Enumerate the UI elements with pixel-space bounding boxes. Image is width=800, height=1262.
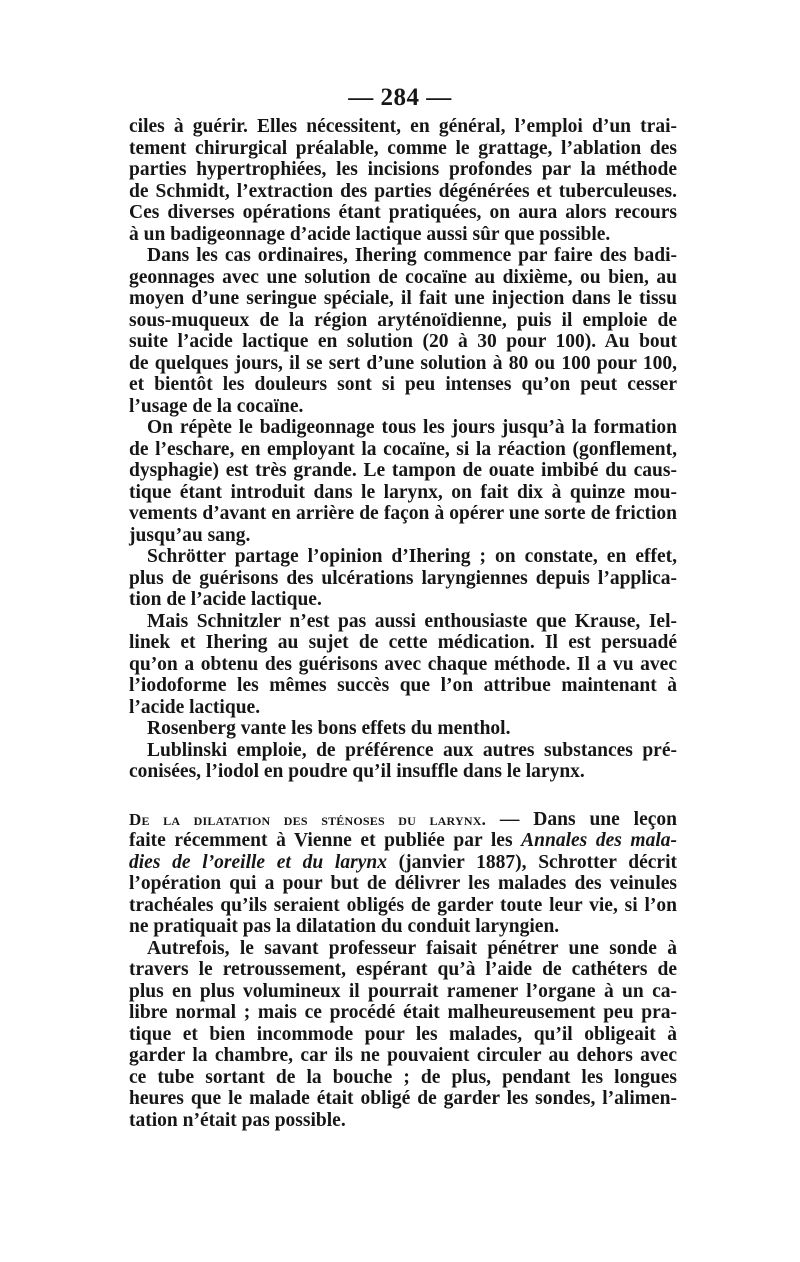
text-line: trachéales qu’ils seraient obligés de garder toute leur vie, si l’on [129, 894, 677, 916]
section-heading: De la dilatation des sténoses du larynx. [129, 809, 487, 829]
text-line: jusqu’au sang. [129, 524, 251, 546]
section-dilatation [129, 809, 677, 874]
journal-title: Annales des mala- [521, 830, 677, 851]
text-line: suite l’acide lactique en solution (20 à 30 pour 100). Au bout [129, 331, 677, 352]
text-block-2 [129, 873, 677, 1131]
text-line: de quelques jours, il se sert d’une solution à 80 ou 100 pour 100, [129, 352, 677, 374]
text-line: l’acide lactique. [129, 696, 261, 718]
text-line: ce tube sortant de la bouche ; de plus, pendant les longues [129, 1066, 677, 1088]
text-line: moyen d’une seringue spéciale, il fait une injection dans le tissu [129, 288, 677, 309]
text-line: Dans les cas ordinaires, Ihering commence par faire des badi- [147, 245, 677, 266]
text-line: de l’eschare, en employant la cocaïne, si la réaction (gonflement, [129, 438, 677, 460]
text-line: linek et Ihering au sujet de cette médication. Il est persuadé [129, 632, 677, 653]
text-line: l’opération qui a pour but de délivrer les malades des veinules [129, 873, 677, 894]
text-line: plus de guérisons des ulcérations laryngiennes depuis l’applica- [129, 567, 677, 589]
text-run: (janvier 1887), Schrotter décrit [386, 851, 678, 873]
text-line: garder la chambre, car ils ne pouvaient circuler au dehors avec [129, 1045, 677, 1066]
text-line: tement chirurgical préalable, comme le grattage, l’ablation des [129, 137, 677, 159]
text-line: qu’on a obtenu des guérisons avec chaque méthode. Il a vu avec [129, 653, 677, 675]
section-intro: — Dans une leçon [486, 808, 678, 830]
text-line: travers le retroussement, espérant qu’à l’aide de cathéters de [129, 959, 677, 980]
text-line [129, 830, 677, 852]
text-line: Rosenberg vante les bons effets du menthol. [147, 718, 511, 739]
text-line: l’iodoforme les mêmes succès que l’on attribue maintenant à [129, 675, 677, 696]
text-line: l’usage de la cocaïne. [129, 395, 304, 417]
text-line [129, 852, 677, 874]
text-line: Autrefois, le savant professeur faisait pénétrer une sonde à [147, 937, 677, 959]
text-line: tique et bien incommode pour les malades, qu’il obligeait à [129, 1023, 677, 1045]
text-line: ne pratiquait pas la dilatation du conduit laryngien. [129, 916, 560, 937]
text-line [129, 809, 677, 831]
text-line: vements d’avant en arrière de façon à opérer une sorte de friction [129, 503, 677, 524]
text-block-1 [129, 116, 677, 783]
text-run: faite récemment à Vienne et publiée par les [129, 830, 522, 851]
text-line: de Schmidt, l’extraction des parties dégénérées et tuberculeuses. [129, 180, 677, 202]
text-line: sous-muqueux de la région aryténoïdienne, puis il emploie de [129, 309, 677, 331]
text-line: On répète le badigeonnage tous les jours jusqu’à la formation [147, 417, 677, 438]
text-line: conisées, l’iodol en poudre qu’il insuffle dans le larynx. [129, 761, 585, 782]
text-line: libre normal ; mais ce procédé était malheureusement peu pra- [129, 1002, 677, 1023]
text-line: à un badigeonnage d’acide lactique aussi sûr que possible. [129, 223, 611, 245]
text-line: tique étant introduit dans le larynx, on fait dix à quinze mou- [129, 481, 677, 503]
text-line: Mais Schnitzler n’est pas aussi enthousiaste que Krause, Iel- [147, 610, 677, 632]
text-line: geonnages avec une solution de cocaïne au dixième, ou bien, au [129, 266, 677, 288]
text-line: Schrötter partage l’opinion d’Ihering ; on constate, en effet, [147, 546, 677, 567]
text-line: heures que le malade était obligé de garder les sondes, l’alimen- [129, 1088, 677, 1109]
text-line: et bientôt les douleurs sont si peu intenses qu’on peut cesser [129, 374, 677, 395]
text-line: tion de l’acide lactique. [129, 589, 322, 610]
text-line: parties hypertrophiées, les incisions profondes par la méthode [129, 159, 677, 180]
text-line: plus en plus volumineux il pourrait ramener l’organe à un ca- [129, 980, 677, 1002]
page-text [129, 116, 677, 1131]
journal-title-cont: dies de l’oreille et du larynx [129, 851, 387, 873]
text-line: Lublinski emploie, de préférence aux autres substances pré- [147, 739, 677, 761]
page-number: — 284 — [348, 84, 452, 111]
text-line: ciles à guérir. Elles nécessitent, en général, l’emploi d’un trai- [129, 116, 677, 137]
text-line: dysphagie) est très grande. Le tampon de ouate imbibé du caus- [129, 460, 677, 481]
text-line: Ces diverses opérations étant pratiquées, on aura alors recours [129, 202, 677, 223]
text-line: tation n’était pas possible. [129, 1109, 346, 1131]
section-gap [129, 783, 677, 809]
